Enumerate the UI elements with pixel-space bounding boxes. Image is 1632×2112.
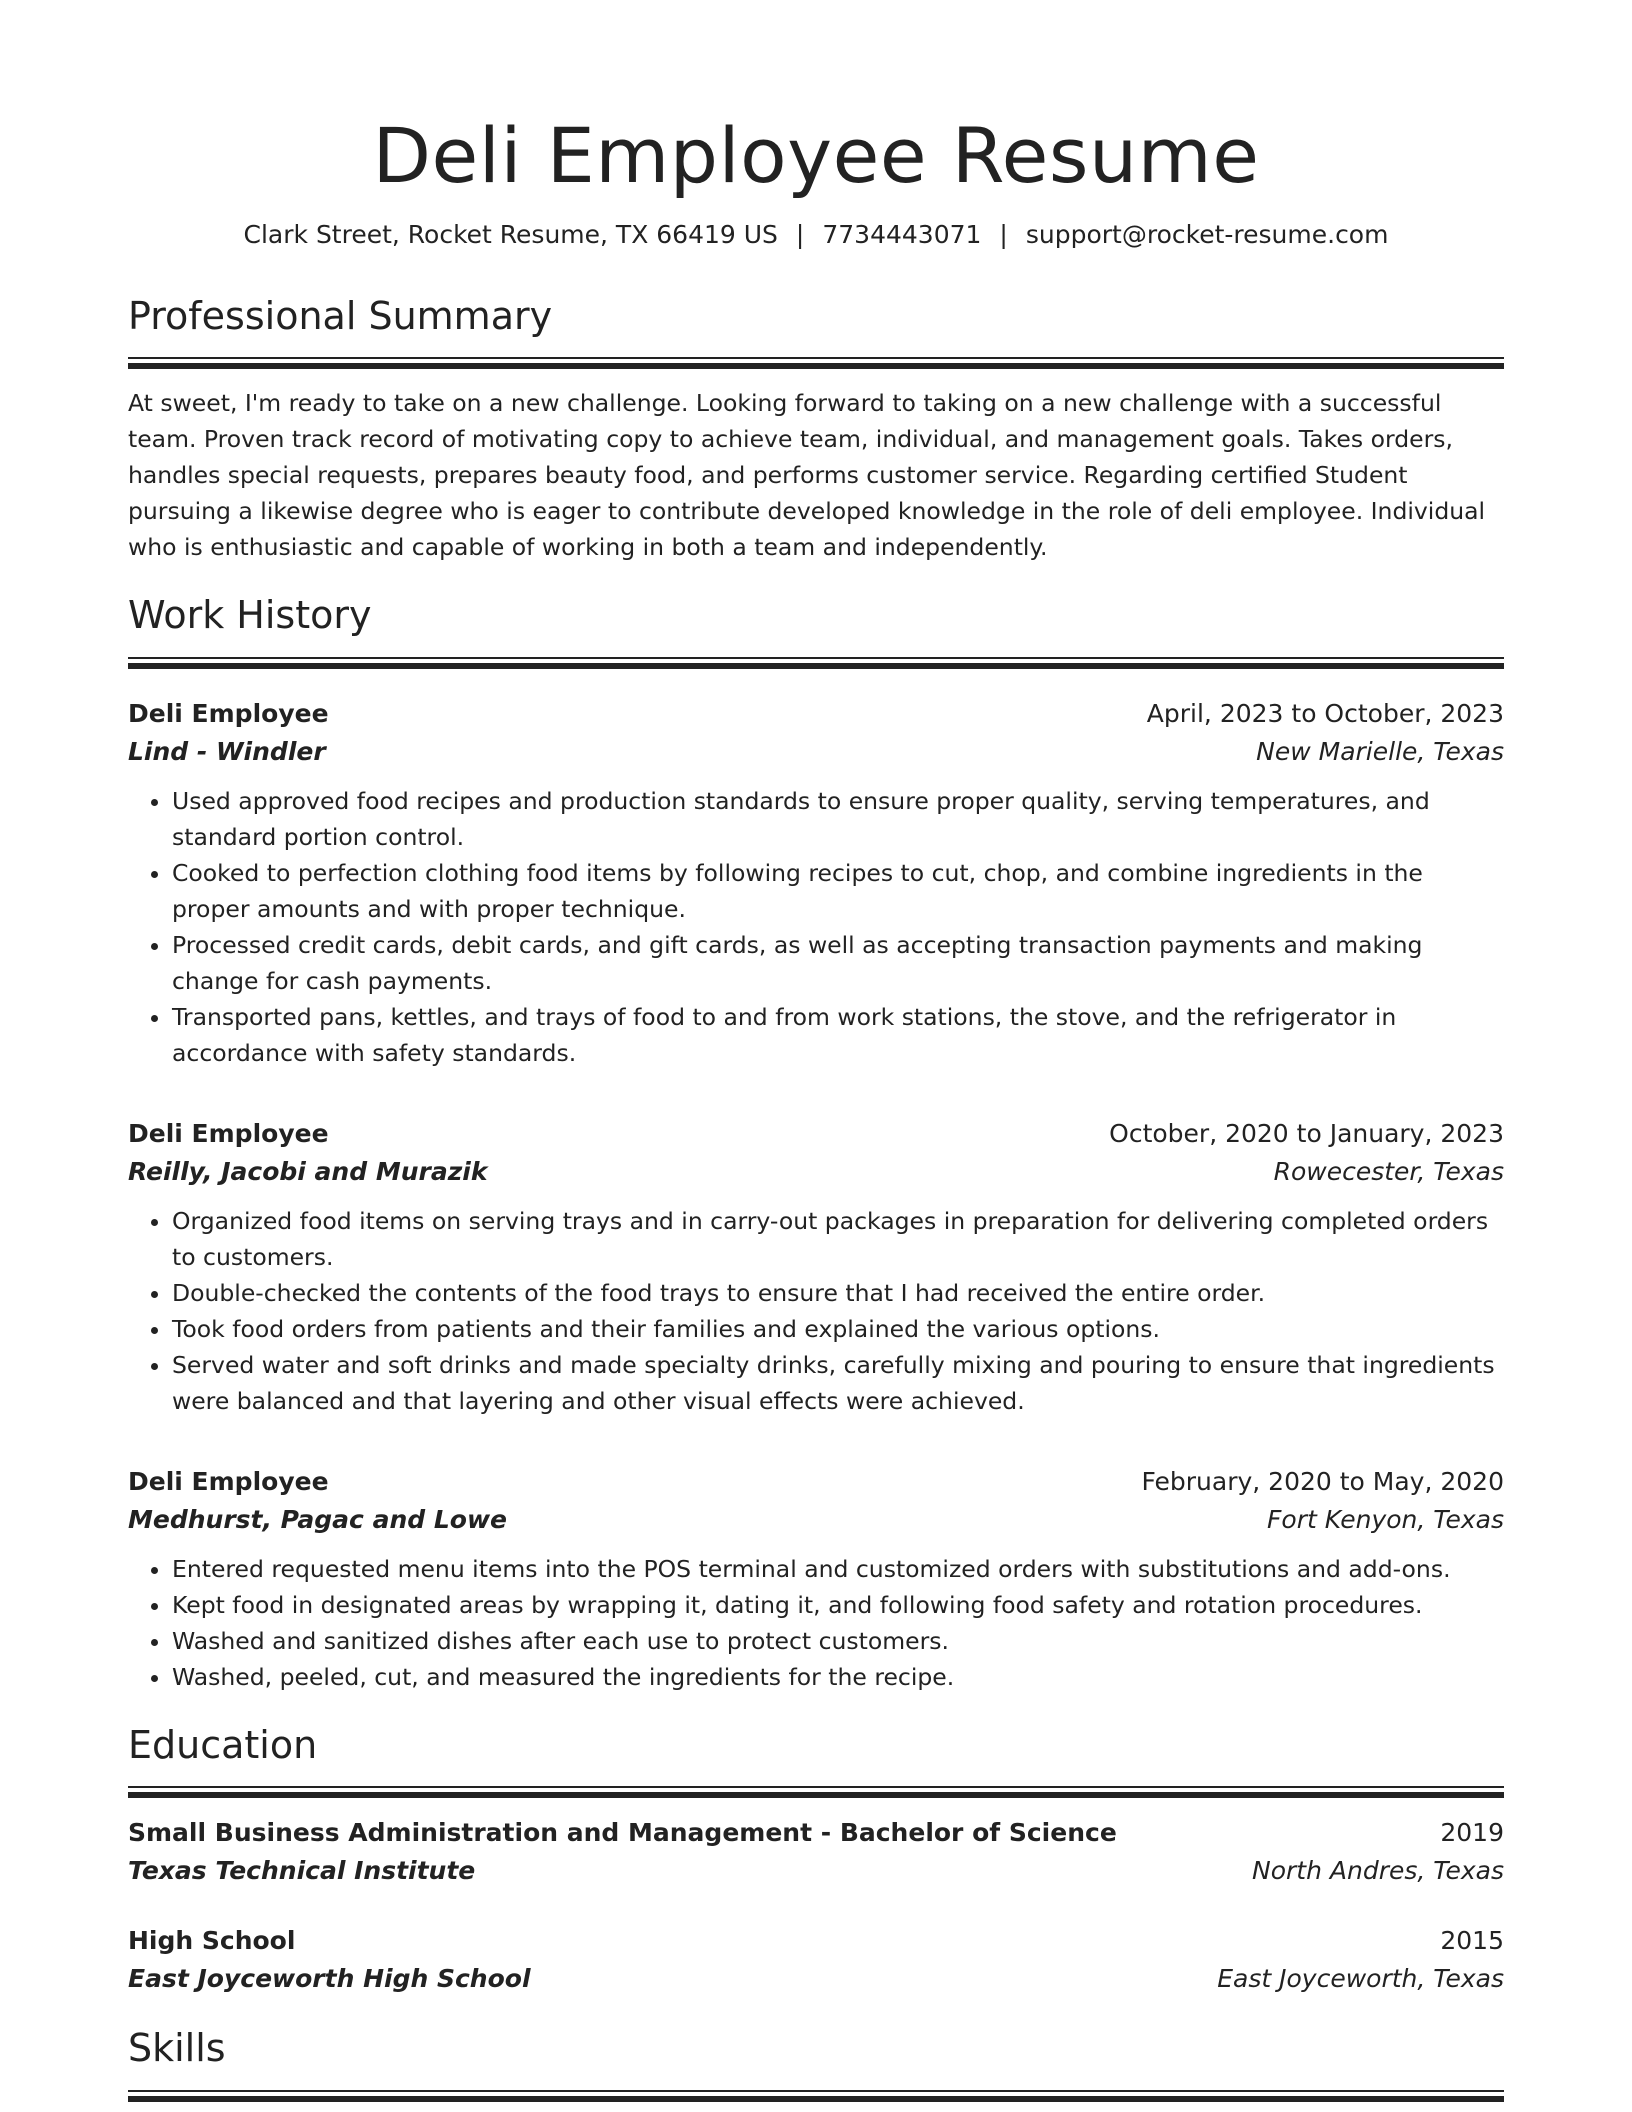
job-duties-list bbox=[128, 783, 1504, 1071]
job-dates: February, 2020 to May, 2020 bbox=[1141, 1466, 1504, 1496]
education-school: Texas Technical Institute bbox=[128, 1856, 476, 1886]
section-divider bbox=[128, 2090, 1504, 2102]
contact-address: Clark Street, Rocket Resume, TX 66419 US bbox=[243, 220, 778, 250]
list-item: • Transported pans, kettles, and trays of food to and from work stations, the stove, and the refrigerator in accordance with safety standards. bbox=[172, 999, 1504, 1071]
education-entry bbox=[128, 1922, 1504, 1998]
resume-page bbox=[128, 110, 1504, 2102]
section-title-education: Education bbox=[128, 1722, 318, 1767]
skills-section bbox=[128, 2026, 1504, 2102]
list-item: • Washed and sanitized dishes after each use to protect customers. bbox=[172, 1623, 1504, 1659]
list-item: • Kept food in designated areas by wrapping it, dating it, and following food safety and rotation procedures. bbox=[172, 1587, 1504, 1623]
section-divider bbox=[128, 357, 1504, 369]
education-location: North Andres, Texas bbox=[1252, 1856, 1504, 1886]
list-item: • Took food orders from patients and their families and explained the various options. bbox=[172, 1311, 1504, 1347]
job-entry bbox=[128, 1115, 1504, 1419]
contact-separator: | bbox=[999, 220, 1008, 250]
contact-phone: 7734443071 bbox=[822, 220, 982, 250]
education-year: 2015 bbox=[1440, 1926, 1504, 1956]
job-duties-list bbox=[128, 1551, 1504, 1695]
education-school: East Joyceworth High School bbox=[128, 1964, 531, 1994]
list-item: • Organized food items on serving trays and in carry-out packages in preparation for delivering completed orders to customers. bbox=[172, 1203, 1504, 1275]
job-company: Reilly, Jacobi and Murazik bbox=[128, 1156, 488, 1186]
job-company: Medhurst, Pagac and Lowe bbox=[128, 1504, 507, 1534]
job-duties-list bbox=[128, 1203, 1504, 1419]
job-location: New Marielle, Texas bbox=[1256, 736, 1504, 766]
contact-line bbox=[128, 219, 1504, 252]
resume-title: Deli Employee Resume bbox=[372, 111, 1260, 200]
education-section bbox=[128, 1723, 1504, 1999]
job-dates: April, 2023 to October, 2023 bbox=[1146, 698, 1504, 728]
job-position: Deli Employee bbox=[128, 698, 329, 728]
summary-text: At sweet, I'm ready to take on a new challenge. Looking forward to taking on a new challenge with a successful team. Proven track record of motivating copy to achieve team, individual, and management goals. Takes orders, handles special requests, prepares beauty food, and performs customer service. Regarding certified Student pursuing a likewise degree who is eager to contribute developed knowledge in the role of deli employee. Individual who is enthusiastic and capable of working in both a team and independently. bbox=[128, 389, 1486, 562]
job-company: Lind - Windler bbox=[128, 736, 326, 766]
work-history-section bbox=[128, 593, 1504, 1695]
contact-email: support@rocket-resume.com bbox=[1025, 220, 1389, 250]
job-entry bbox=[128, 1463, 1504, 1695]
summary-section bbox=[128, 294, 1504, 566]
section-title-skills: Skills bbox=[128, 2026, 226, 2071]
list-item: • Washed, peeled, cut, and measured the ingredients for the recipe. bbox=[172, 1659, 1504, 1695]
list-item: • Served water and soft drinks and made specialty drinks, carefully mixing and pouring to ensure that ingredients were balanced and that layering and other visual effects were achieved. bbox=[172, 1347, 1504, 1419]
job-dates: October, 2020 to January, 2023 bbox=[1109, 1118, 1504, 1148]
job-position: Deli Employee bbox=[128, 1466, 329, 1496]
education-degree: Small Business Administration and Management - Bachelor of Science bbox=[128, 1818, 1117, 1848]
contact-separator: | bbox=[795, 220, 805, 250]
education-year: 2019 bbox=[1440, 1818, 1504, 1848]
list-item: • Entered requested menu items into the POS terminal and customized orders with substitutions and add-ons. bbox=[172, 1551, 1504, 1587]
list-item: • Double-checked the contents of the food trays to ensure that I had received the entire order. bbox=[172, 1275, 1504, 1311]
section-divider bbox=[128, 657, 1504, 669]
job-entry bbox=[128, 695, 1504, 1071]
education-degree: High School bbox=[128, 1926, 296, 1956]
job-position: Deli Employee bbox=[128, 1118, 329, 1148]
section-title-summary: Professional Summary bbox=[128, 293, 553, 338]
section-title-work-history: Work History bbox=[128, 593, 372, 638]
list-item: • Cooked to perfection clothing food items by following recipes to cut, chop, and combine ingredients in the proper amounts and with proper technique. bbox=[172, 855, 1504, 927]
list-item: • Used approved food recipes and production standards to ensure proper quality, serving temperatures, and standard portion control. bbox=[172, 783, 1504, 855]
education-entry bbox=[128, 1814, 1504, 1890]
list-item: • Processed credit cards, debit cards, and gift cards, as well as accepting transaction payments and making change for cash payments. bbox=[172, 927, 1504, 999]
education-location: East Joyceworth, Texas bbox=[1217, 1964, 1504, 1994]
section-divider bbox=[128, 1786, 1504, 1798]
job-location: Fort Kenyon, Texas bbox=[1267, 1504, 1504, 1534]
job-location: Rowecester, Texas bbox=[1273, 1156, 1504, 1186]
